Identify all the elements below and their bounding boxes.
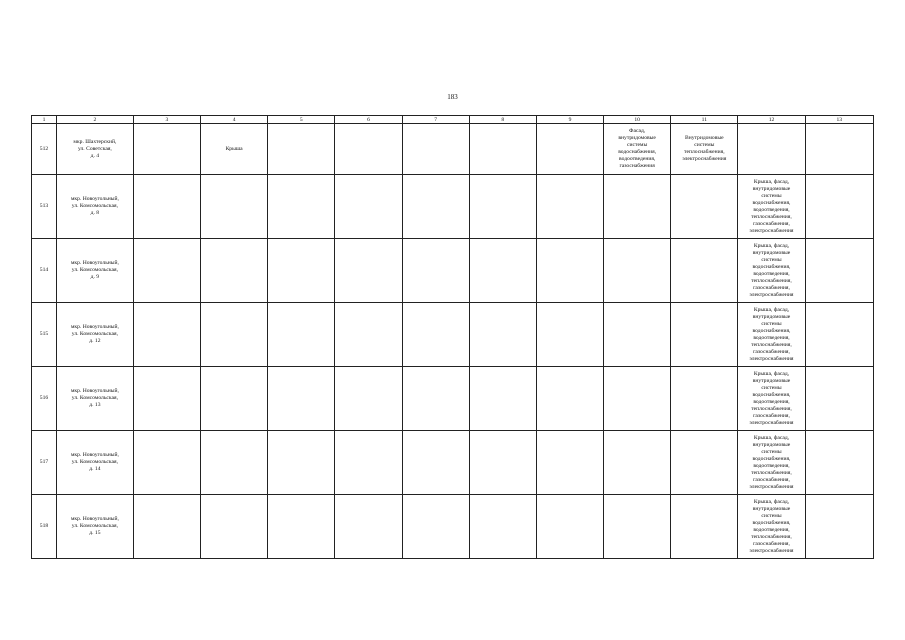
empty-cell	[402, 124, 469, 175]
empty-cell	[469, 175, 536, 239]
empty-cell	[805, 124, 873, 175]
empty-cell	[335, 431, 402, 495]
empty-cell	[469, 303, 536, 367]
column-header: 2	[56, 116, 133, 124]
work-type-cell	[604, 495, 671, 559]
empty-cell	[268, 431, 335, 495]
empty-cell	[133, 175, 200, 239]
empty-cell	[536, 303, 603, 367]
row-number: 512	[32, 124, 57, 175]
work-type-cell	[604, 431, 671, 495]
work-type-cell	[604, 303, 671, 367]
column-number-row	[32, 116, 874, 124]
repair-schedule-table	[31, 115, 874, 559]
table-row	[32, 495, 874, 559]
address-cell: мкр. Шахтерский, ул. Советская, д. 4	[56, 124, 133, 175]
work-type-cell: Внутридомовые системы теплоснабжения, электроснабжения	[671, 124, 738, 175]
empty-cell	[268, 175, 335, 239]
address-cell: мкр. Новоугольный, ул. Комсомольская, д. 8	[56, 175, 133, 239]
row-number: 515	[32, 303, 57, 367]
column-header: 1	[32, 116, 57, 124]
page-number: 183	[447, 93, 458, 101]
column-header: 7	[402, 116, 469, 124]
work-type-cell	[201, 303, 268, 367]
work-type-cell	[671, 239, 738, 303]
empty-cell	[335, 124, 402, 175]
empty-cell	[805, 431, 873, 495]
address-cell: мкр. Новоугольный, ул. Комсомольская, д. 13	[56, 367, 133, 431]
empty-cell	[536, 124, 603, 175]
row-number: 516	[32, 367, 57, 431]
work-type-cell	[201, 239, 268, 303]
empty-cell	[133, 367, 200, 431]
empty-cell	[805, 175, 873, 239]
empty-cell	[133, 124, 200, 175]
work-type-cell	[671, 367, 738, 431]
column-header: 11	[671, 116, 738, 124]
column-header: 8	[469, 116, 536, 124]
work-type-cell	[671, 175, 738, 239]
column-header: 4	[201, 116, 268, 124]
empty-cell	[805, 303, 873, 367]
empty-cell	[268, 303, 335, 367]
work-type-cell: Крыша, фасад, внутридомовые системы водоснабжения, водоотведения, теплоснабжения, газоснабжения, электроснабжения	[738, 367, 805, 431]
empty-cell	[402, 431, 469, 495]
empty-cell	[402, 239, 469, 303]
empty-cell	[335, 367, 402, 431]
work-type-cell	[738, 124, 805, 175]
empty-cell	[268, 239, 335, 303]
work-type-cell: Крыша, фасад, внутридомовые системы водоснабжения, водоотведения, теплоснабжения, газоснабжения, электроснабжения	[738, 175, 805, 239]
empty-cell	[536, 175, 603, 239]
empty-cell	[402, 495, 469, 559]
empty-cell	[402, 175, 469, 239]
work-type-cell	[671, 495, 738, 559]
row-number: 518	[32, 495, 57, 559]
address-cell: мкр. Новоугольный, ул. Комсомольская, д. 15	[56, 495, 133, 559]
empty-cell	[133, 303, 200, 367]
empty-cell	[335, 175, 402, 239]
address-cell: мкр. Новоугольный, ул. Комсомольская, д. 9	[56, 239, 133, 303]
column-header: 5	[268, 116, 335, 124]
address-cell: мкр. Новоугольный, ул. Комсомольская, д. 12	[56, 303, 133, 367]
column-header: 9	[536, 116, 603, 124]
empty-cell	[536, 431, 603, 495]
work-type-cell: Крыша, фасад, внутридомовые системы водоснабжения, водоотведения, теплоснабжения, газоснабжения, электроснабжения	[738, 495, 805, 559]
row-number: 517	[32, 431, 57, 495]
column-header: 10	[604, 116, 671, 124]
empty-cell	[268, 367, 335, 431]
empty-cell	[133, 239, 200, 303]
empty-cell	[536, 495, 603, 559]
empty-cell	[536, 367, 603, 431]
empty-cell	[469, 431, 536, 495]
empty-cell	[402, 367, 469, 431]
empty-cell	[133, 495, 200, 559]
empty-cell	[469, 239, 536, 303]
column-header: 6	[335, 116, 402, 124]
empty-cell	[268, 124, 335, 175]
work-type-cell	[671, 431, 738, 495]
empty-cell	[402, 303, 469, 367]
work-type-cell	[604, 175, 671, 239]
work-type-cell	[201, 495, 268, 559]
work-type-cell: Крыша, фасад, внутридомовые системы водоснабжения, водоотведения, теплоснабжения, газоснабжения, электроснабжения	[738, 239, 805, 303]
empty-cell	[469, 367, 536, 431]
work-type-cell	[671, 303, 738, 367]
column-header: 3	[133, 116, 200, 124]
empty-cell	[335, 495, 402, 559]
table-row	[32, 367, 874, 431]
empty-cell	[805, 495, 873, 559]
row-number: 514	[32, 239, 57, 303]
empty-cell	[805, 367, 873, 431]
work-type-cell	[201, 367, 268, 431]
empty-cell	[335, 303, 402, 367]
empty-cell	[536, 239, 603, 303]
work-type-cell: Крыша, фасад, внутридомовые системы водоснабжения, водоотведения, теплоснабжения, газоснабжения, электроснабжения	[738, 303, 805, 367]
empty-cell	[805, 239, 873, 303]
column-header: 13	[805, 116, 873, 124]
empty-cell	[133, 431, 200, 495]
empty-cell	[469, 495, 536, 559]
table-row	[32, 431, 874, 495]
work-type-cell	[604, 239, 671, 303]
address-cell: мкр. Новоугольный, ул. Комсомольская, д. 14	[56, 431, 133, 495]
work-type-cell: Крыша	[201, 124, 268, 175]
table-row	[32, 303, 874, 367]
empty-cell	[469, 124, 536, 175]
table-row	[32, 239, 874, 303]
empty-cell	[335, 239, 402, 303]
table-row	[32, 124, 874, 175]
work-type-cell: Крыша, фасад, внутридомовые системы водоснабжения, водоотведения, теплоснабжения, газоснабжения, электроснабжения	[738, 431, 805, 495]
work-type-cell	[201, 431, 268, 495]
work-type-cell	[604, 367, 671, 431]
column-header: 12	[738, 116, 805, 124]
empty-cell	[268, 495, 335, 559]
work-type-cell	[201, 175, 268, 239]
work-type-cell: Фасад, внутридомовые системы водоснабжения, водоотведения, газоснабжения	[604, 124, 671, 175]
table-row	[32, 175, 874, 239]
row-number: 513	[32, 175, 57, 239]
